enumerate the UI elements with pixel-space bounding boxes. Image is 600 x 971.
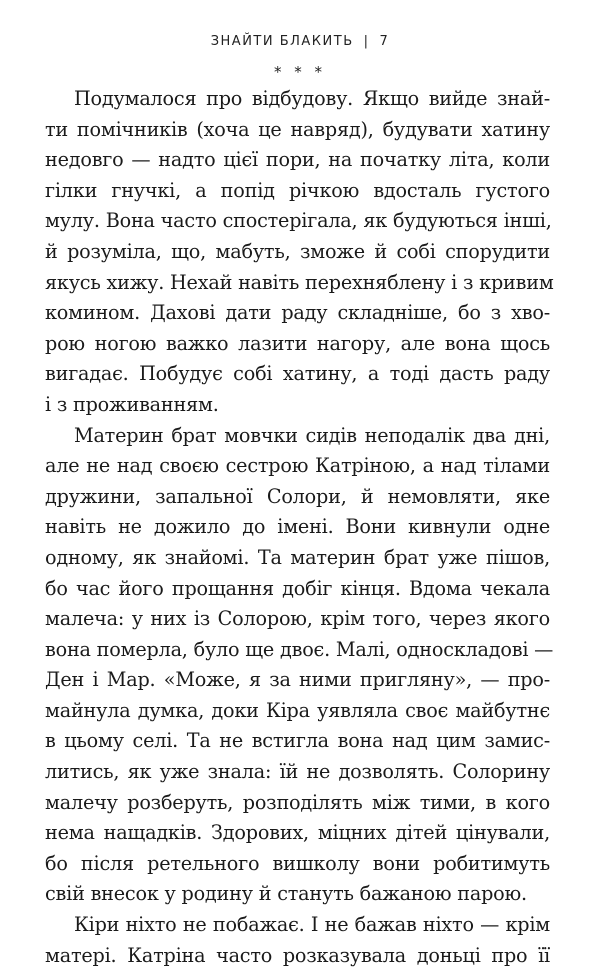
paragraph	[45, 910, 550, 971]
text-line: ти помічників (хоча це навряд), будувати хатину	[45, 117, 550, 141]
text-line: Кіри ніхто не побажає. І не бажав ніхто — крім	[74, 913, 550, 937]
text-line: недовго — надто цієї пори, на початку літа, коли	[45, 148, 550, 172]
text-line: мулу. Вона часто спостерігала, як будуються інші,	[45, 209, 552, 233]
text-line: бо після ретельного вишколу вони робитимуть	[45, 851, 550, 875]
text-line: одному, як знайомі. Та материн брат уже пішов,	[45, 545, 550, 569]
text-line: дружини, запальної Солори, й немовляти, яке	[45, 484, 550, 508]
text-line: литись, як уже знала: їй не дозволять. Солорину	[45, 760, 550, 784]
text-line: Материн брат мовчки сидів неподалік два дні,	[74, 423, 550, 447]
text-line: малеча: у них із Солорою, крім того, через якого	[45, 607, 550, 631]
text-line: бо час його прощання добіг кінця. Вдома чекала	[45, 576, 550, 600]
text-line: малечу розберуть, розподілять між тими, в кого	[45, 790, 550, 814]
page-number: 7	[379, 34, 390, 49]
text-line: свій внесок у родину й стануть бажаною парою.	[45, 882, 527, 906]
running-header	[0, 34, 600, 49]
text-line: якусь хижу. Нехай навіть перехняблену і з кривим	[45, 270, 554, 294]
section-break: * * *	[273, 63, 327, 81]
text-line: але не над своєю сестрою Катріною, а над тілами	[45, 454, 550, 478]
text-line: майнула думка, доки Кіра уявляла своє майбутнє	[45, 698, 550, 722]
text-line: комином. Дахові дати раду складніше, бо з хво-	[45, 301, 550, 325]
text-line: в цьому селі. Та не встигла вона над цим замис-	[45, 729, 550, 753]
paragraph	[45, 421, 554, 911]
text-line: й розуміла, що, мабуть, зможе й собі спорудити	[45, 239, 550, 263]
text-line: вона померла, було ще двоє. Малі, односкладові —	[45, 637, 554, 661]
header-separator: |	[363, 34, 370, 49]
paragraph	[45, 84, 554, 421]
text-line: Ден і Мар. «Може, я за ними пригляну», — про-	[45, 668, 550, 692]
book-title: ЗНАЙТИ БЛАКИТЬ	[210, 34, 354, 49]
text-line: Подумалося про відбудову. Якщо вийде знай-	[74, 87, 550, 110]
text-line: навіть не дожило до імені. Вони кивнули одне	[45, 515, 550, 539]
text-line: нема нащадків. Здорових, міцних дітей цінували,	[45, 821, 550, 845]
text-line: рою ногою важко лазити нагору, але вона щось	[45, 331, 550, 355]
text-line: і з проживанням.	[45, 392, 219, 416]
text-line: вигадає. Побудує собі хатину, а тоді дасть раду	[45, 362, 550, 386]
text-line: гілки гнучкі, а попід річкою вдосталь густого	[45, 178, 550, 202]
page-body	[45, 84, 554, 971]
text-line: матері. Катріна часто розказувала доньці про її	[45, 943, 550, 967]
